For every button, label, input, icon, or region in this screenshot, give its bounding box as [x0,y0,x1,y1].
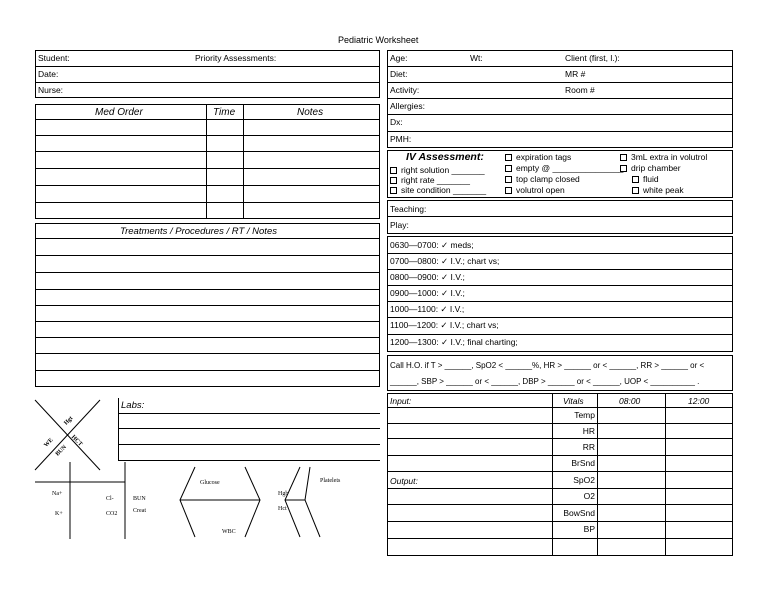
vital-bowsnd: BowSnd [563,508,595,518]
checkbox[interactable] [390,177,397,184]
iv-item: fluid [632,175,659,184]
schedule-item: 0800—0900: ✓ I.V.; [390,272,465,282]
room-label: Room # [565,85,595,95]
priority-assessments-label: Priority Assessments: [195,53,277,63]
diet-label: Diet: [390,69,408,79]
mr-label: MR # [565,69,586,79]
vital-hr: HR [582,426,595,436]
play-label: Play: [390,220,409,230]
checkbox[interactable] [632,176,639,183]
checkbox[interactable] [390,167,397,174]
lab-fishbone-diagrams [35,462,380,547]
schedule-item: 1100—1200: ✓ I.V.; chart vs; [390,320,499,330]
dx-label: Dx: [390,117,403,127]
checkbox[interactable] [505,176,512,183]
allergies-label: Allergies: [390,101,425,111]
output-label: Output: [390,476,418,486]
vitals-header: Vitals [563,396,584,406]
fishbone-co2: CO2 [106,511,118,517]
iv-item: empty @ _______________ [505,164,623,173]
iv-item: volutrol open [505,186,565,195]
client-label: Client (first, l.): [565,53,620,63]
checkbox[interactable] [505,187,512,194]
fishbone-k: K+ [55,511,63,517]
iv-item: top clamp closed [505,175,580,184]
fishbone-na: Na+ [52,491,63,497]
fishbone-bun: BUN [133,496,146,502]
activity-label: Activity: [390,85,420,95]
fishbone-cl: Cl- [106,496,114,502]
pmh-label: PMH: [390,134,412,144]
checkbox[interactable] [390,187,397,194]
client-info-box [387,50,733,148]
vital-rr: RR [582,442,595,452]
notes-header: Notes [297,107,324,118]
iv-item: site condition _______ [390,186,486,195]
vital-spo2: SpO2 [573,475,595,485]
teaching-label: Teaching: [390,204,427,214]
input-label: Input: [390,396,412,406]
call-parameters-line2: ______, SBP > ______ or < ______, DBP > ______ or < ______, UOP < __________ . [390,377,700,386]
lab-we-label: WE [43,437,55,449]
iv-item: right rate _______ [390,176,470,185]
nurse-label: Nurse: [38,85,64,95]
treatments-header: Treatments / Procedures / RT / Notes [120,226,277,237]
page-title: Pediatric Worksheet [338,35,419,45]
fishbone-hgb: Hgb [278,491,289,497]
iv-item: expiration tags [505,153,571,162]
med-order-header: Med Order [95,107,143,118]
lab-bun-label: BUN [54,444,68,458]
vital-bp: BP [583,524,595,534]
labs-label: Labs: [121,400,145,411]
checkbox[interactable] [620,154,627,161]
vital-o2: O2 [583,491,595,501]
lab-hct-label: HCT [69,434,84,448]
schedule-item: 0900—1000: ✓ I.V.; [390,288,465,298]
student-label: Student: [38,53,70,63]
fishbone-wbc: WBC [222,529,236,535]
vital-temp: Temp [574,410,595,420]
checkbox[interactable] [505,154,512,161]
teaching-play-box [387,200,733,234]
schedule-item: 1200—1300: ✓ I.V.; final charting; [390,337,518,347]
date-label: Date: [38,69,59,79]
weight-label: Wt: [470,53,483,63]
fishbone-glucose: Glucose [200,480,220,486]
vital-brsnd: BrSnd [571,458,595,468]
iv-item: 3mL extra in volutrol [620,153,707,162]
checkbox[interactable] [505,165,512,172]
checkbox[interactable] [632,187,639,194]
iv-item: white peak [632,186,684,195]
fishbone-platelets: Platelets [320,478,341,484]
iv-item: drip chamber [620,164,681,173]
schedule-item: 1000—1100: ✓ I.V.; [390,304,465,314]
iv-item: right solution _______ [390,166,485,175]
fishbone-creat: Creat [133,508,146,514]
call-parameters-line1: Call H.O. if T > ______, SpO2 < ______%, HR > ______ or < ______, RR > ______ or < [390,361,705,370]
schedule-item: 0700—0800: ✓ I.V.; chart vs; [390,256,500,266]
fishbone-hct: Hct [278,506,287,512]
lab-hgt-label: Hgt [63,415,75,427]
iv-assessment-title: IV Assessment: [406,151,484,163]
age-label: Age: [390,53,408,63]
schedule-item: 0630—0700: ✓ meds; [390,240,474,250]
time-header: Time [213,107,236,118]
time-column-1200: 12:00 [688,396,710,406]
checkbox[interactable] [620,165,627,172]
time-column-0800: 08:00 [619,396,641,406]
